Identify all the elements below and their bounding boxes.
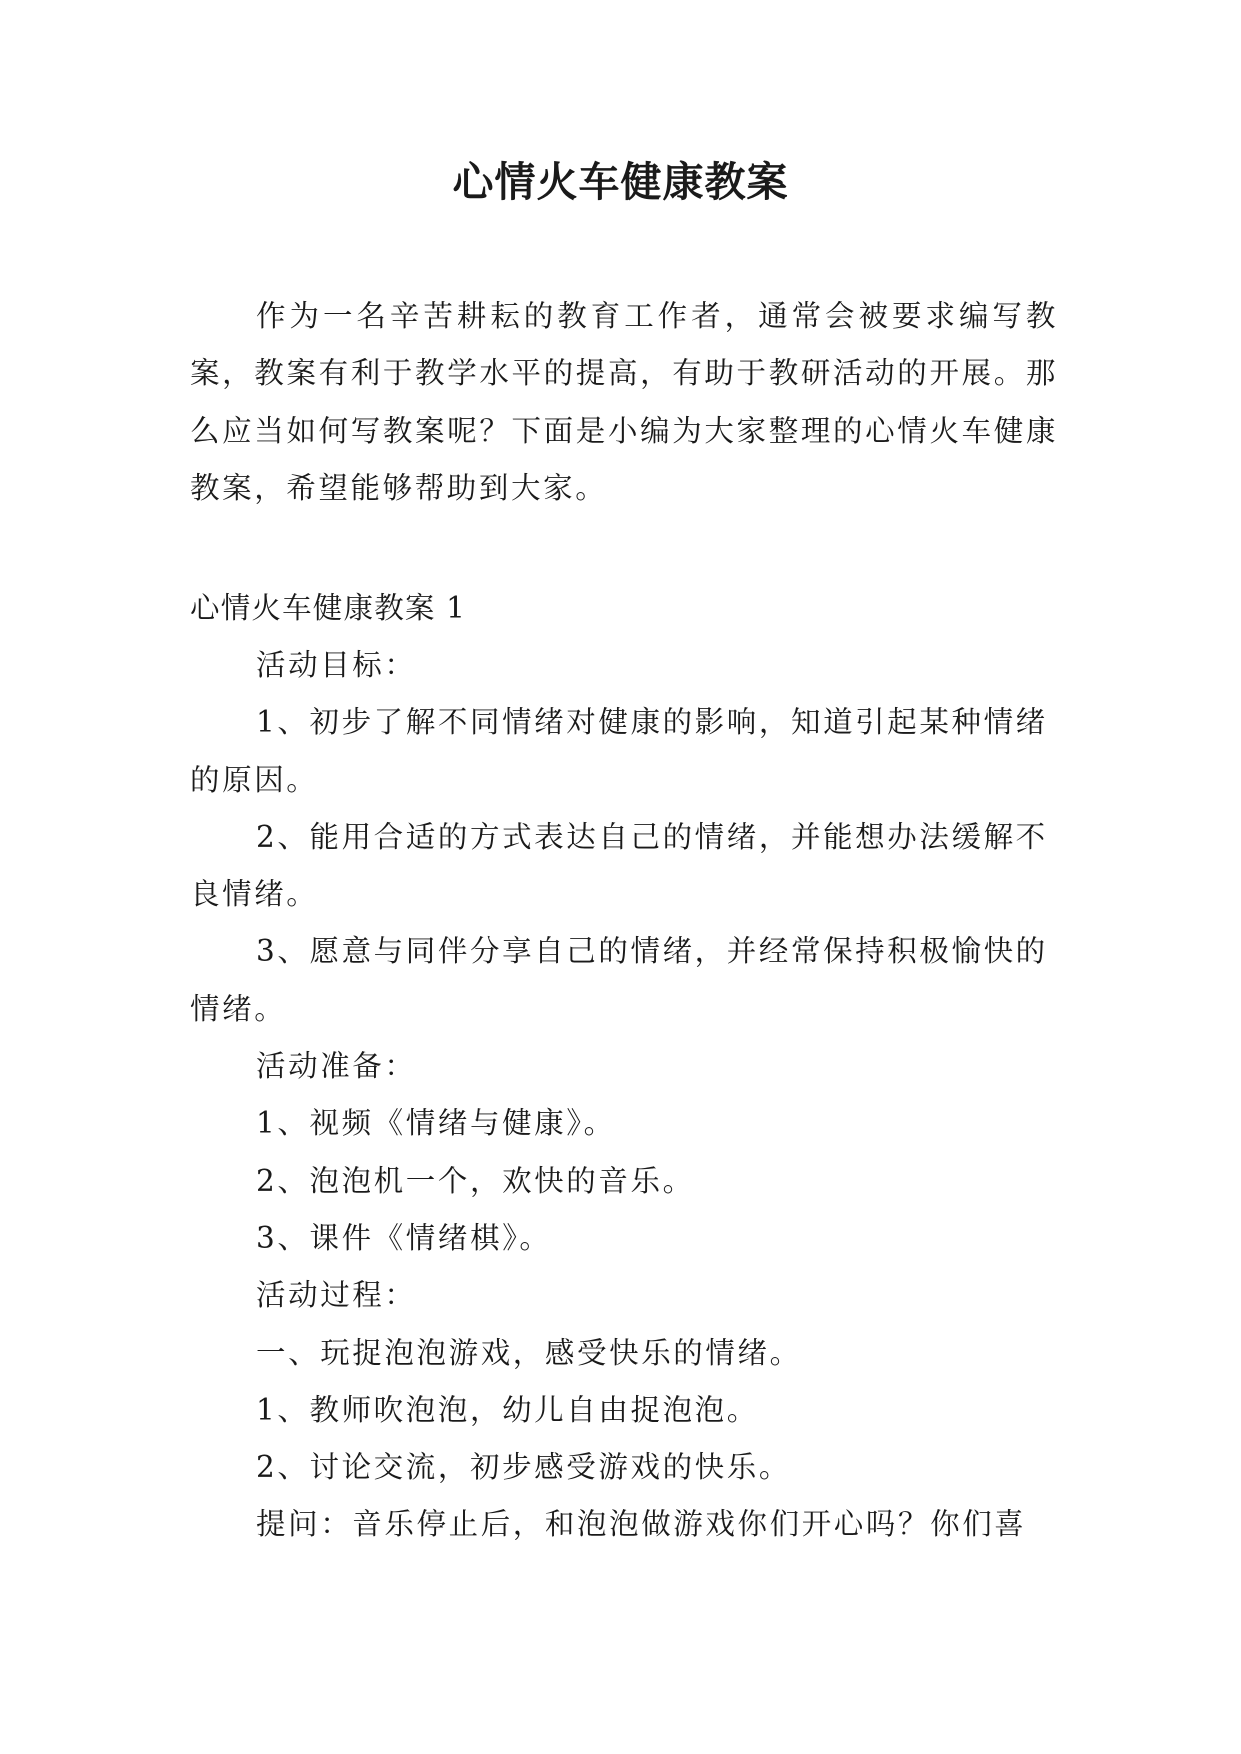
paragraph-process-step-1: 一、玩捉泡泡游戏，感受快乐的情绪。 [256,1335,802,1370]
document-title: 心情火车健康教案 [452,158,789,206]
paragraph-preparation-2: 2、泡泡机一个，欢快的音乐。 [256,1163,695,1198]
intro-paragraph: 作为一名辛苦耕耘的教育工作者，通常会被要求编写教案，教案有利于教学水平的提高，有助于教研活动的开展。那么应当如何写教案呢？下面是小编为大家整理的心情火车健康教案，希望能够帮助到大家。 [190,299,1058,505]
paragraph-goal-2: 2、能用合适的方式表达自己的情绪，并能想办法缓解不良情绪。 [190,819,1048,912]
paragraph-goal-3: 3、愿意与同伴分享自己的情绪，并经常保持积极愉快的情绪。 [190,934,1048,1026]
paragraph-question: 提问：音乐停止后，和泡泡做游戏你们开心吗？你们喜 [256,1507,1027,1542]
paragraph-process-heading: 活动过程： [256,1278,417,1313]
lesson-body [190,637,1058,1554]
paragraph-goal-1: 1、初步了解不同情绪对健康的影响，知道引起某种情绪的原因。 [190,705,1048,797]
paragraph-preparation-heading: 活动准备： [256,1049,417,1084]
section-heading: 心情火车健康教案 1 [190,591,467,625]
paragraph-activity-goals-heading: 活动目标： [256,648,417,682]
paragraph-preparation-1: 1、视频《情绪与健康》。 [256,1106,616,1141]
paragraph-preparation-3: 3、课件《情绪棋》。 [256,1220,552,1255]
paragraph-process-item-2: 2、讨论交流，初步感受游戏的快乐。 [256,1450,791,1485]
paragraph-process-item-1: 1、教师吹泡泡，幼儿自由捉泡泡。 [256,1392,759,1427]
